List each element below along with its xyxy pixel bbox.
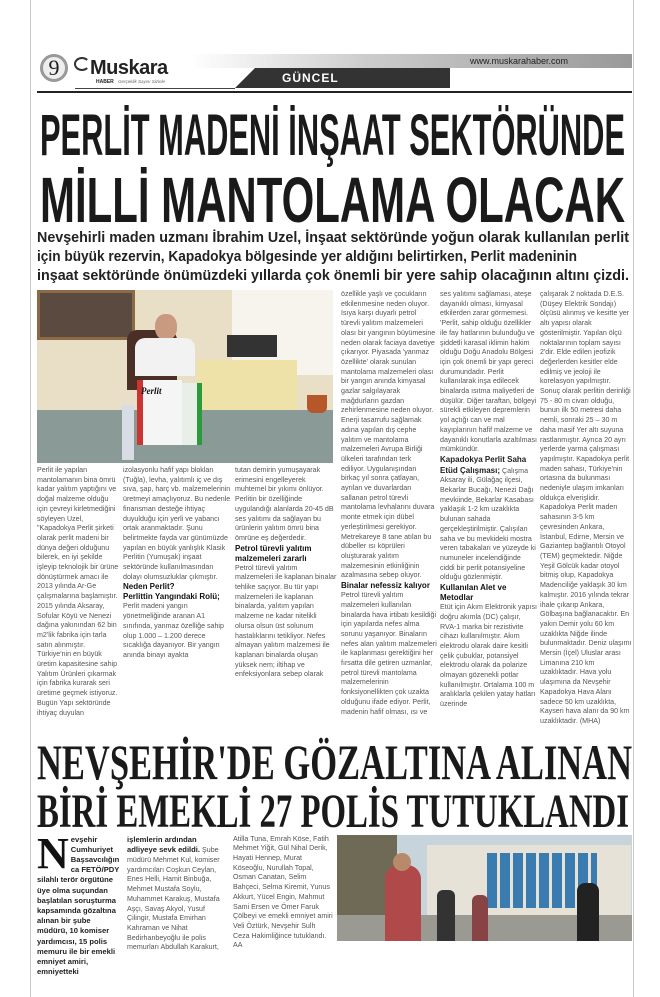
article2-column-1 <box>37 828 122 978</box>
subheading-neden-perlit: Neden Perlit? <box>123 582 175 592</box>
lead-paragraph: evşehir Cumhuriyet Başsavcılığınca FETÖ/PDY silahlı terör örgütüne üye olma suçundan başlatılan soruşturma kapsamında gözaltına alınan bir şube müdürü, 10 komiser yardımcısı, 15 polis memuru ile bir emekli emniyet amiri, emniyetteki <box>37 834 120 977</box>
article1-column-6 <box>540 290 632 727</box>
paragraph-text: Çalışma Aksaray ili, Gülağaç ilçesi, Bekarlar Bucağı, Nenezi Dağı mevkiinde, Bekarlar Kasabası yaklaşık 1-2 km uzaklıkta bulunan sahada gerçekleştirilmiştir. Çalışılan saha ve bu mevkideki mostra veren tabakaları ve yüzeyde ki numuneler incelendiğinde ciddi bir perlit potansiyeline olduğu gözlenmiştir. <box>440 466 536 582</box>
article1-column-2 <box>123 466 231 661</box>
headline-line-1: NEVŞEHİR'DE GÖZALTINA ALINAN <box>37 733 632 790</box>
courthouse-photo <box>337 835 632 941</box>
article2-headline <box>37 733 632 833</box>
subtitle-line-2: için büyük rezervin, Kapadokya bölgesinde yer aldığını belirtirken, Perlit madeninin <box>37 248 577 265</box>
paragraph-text: Şube müdürü Mehmet Kul, komiser yardımcıları Coşkun Ceylan, Enes Helli, Hamit Binbuğa, Mehmet Mustafa Soylu, Muhammet Karakuş, Mustafa Aşçı, Savaş Akyol, Yusuf Çilingir, Mustafa Emirhan Kahraman ve Nihat Bedirhanbeyoğlu ile polis memurları Abdullah Karakurt, <box>127 846 220 952</box>
headline-line-2: BİRİ EMEKLİ 27 POLİS TUTUKLANDI <box>37 784 629 833</box>
paragraph: çalışarak 2 noktada D.E.S. (Düşey Elektrik Sondajı) ölçüsü alınmış ve kesitte yer altı yapısı olarak gösterilmiştir. Yapılan ölçü noktalarının toplam sayısı 2'dir. Elde edilen jeofizik değerlerden kesitler elde edilmiş ve jeoloji ile korelasyon yapılmıştır. Sonuç olarak perlitin derinliği 75 - 80 m civarı olduğu, bunun ilk 50 metresi daha nemli, sonraki 25 – 30 m daha masif Yer altı suyuna rastlanmıştır. Ayrıca 20 ayrı yerlerde yarma çalışması yapılmıştır. Kapadokya perlit maden sahası, Türkiye'nin ortasına da bulunması nedeniyle ulaşım imkanları oldukça elverişlidir. Kapadokya Perlit maden sahasının 3-5 km çevresinden Ankara, İstanbul, Edirne, Mersin ve Gaziantep bağlantılı Otoyol (TEM) geçmektedir. Niğde Yeşil Gölcük kadar otoyol bitmiş olup, Kapadokya Madenciliğe yaklaşık 30 km kalmıştır. 2016 yılında tekrar ihale çıkarıp Ankara, Gölbaşına bağlanacaktır. En yakın Demir yolu 60 km uzaklıkta Niğde ilinde bulunmaktadır. Deniz ulaşımı Mersin (İçel) Uluslar arası Limanına 210 km uzaklıktadır. Hava yolu ulaşımına da Nevşehir Kapadokya Hava Alanı sadece 50 km uzaklıkta, Kayseri hava alanı da 90 km uzaklıktadır. (MHA) <box>540 290 632 725</box>
newspaper-logo <box>74 53 184 87</box>
office-photo <box>37 290 333 463</box>
article1-body <box>37 290 632 727</box>
article1-column-5 <box>440 290 537 710</box>
article1-column-4 <box>341 290 437 717</box>
subtitle-line-3: inşaat sektöründe önümüzdeki yıllarda çok önemli bir yere sahip olacağının altını çizdi. <box>37 267 629 284</box>
paragraph: Etüt için Akım Elektronik yapısı doğru akımla (DC) çalışır, RVA-1 marka bir rezistivite cihazı kullanılmıştır. Akım elektrodu olarak daire kesitli çelik çubuklar, potansiyel elektrodu olarak da polarize olmayan gözenekli potlar kullanılmıştır. Ortalama 100 m aralıklarla çekilen yatay hatları üzerinde <box>440 603 537 709</box>
article1-column-3 <box>235 466 337 680</box>
article2-column-3 <box>233 835 333 951</box>
article1-column-1 <box>37 466 119 718</box>
subheading-saha-etud: Kapadokya Perlit Saha Etüd Çalışması; <box>440 454 527 475</box>
subheading-petrol-turevli: Petrol türevli yalıtım malzemeleri zararlı <box>235 543 312 563</box>
lead-continuation: işlemlerin ardından adliyeye sevk edildi. <box>127 834 201 855</box>
section-title: GÜNCEL <box>282 71 339 85</box>
subtitle-line-1: Nevşehirli maden uzmanı İbrahim Uzel, İnşaat sektöründe yoğun olarak kullanılan perlit <box>37 229 629 246</box>
issue-date: 20 Ağustos 2016 Cumartesi <box>458 73 575 84</box>
header-underline <box>75 88 235 89</box>
article1-left-area <box>37 290 337 718</box>
page-header <box>37 0 632 100</box>
paragraph: tutan demirin yumuşayarak erimesini engelleyerek muhtemel bir yıkımı önlüyor. Perlitin bir özelliğinde uygulandığı alanlarda 20-45 dB ses yalıtımı da sağlayan bu ürünlerin yalıtım ömrü bina ömrüne eş değerdedir. <box>235 466 334 542</box>
subheading-yangindaki-rolu: Perlittin Yangındaki Rolü; <box>123 592 220 602</box>
logo-haber: HABER <box>96 79 114 85</box>
article2-column-2 <box>127 835 227 953</box>
drop-cap: N <box>37 828 69 878</box>
website-url[interactable]: www.muskarahaber.com <box>470 56 569 66</box>
paragraph: izolasyonlu hafif yapı blokları (Tuğla), levha, yalıtımlı iç ve dış sıva, şap, harç vb. malzemelerinin üretmeyi amaçlıyoruz. Bu nedenle finansman desteğe ihtiyaç duyulduğu için yerli ve yabancı ortak aranmaktadır. Şunu belirtmekte fayda var günümüzde yapılan en büyük yanlışlık Klasik Perlitin (Yumuşak) inşaat sektöründe kullanılmasından dolayı olumsuzluklar çıkmıştır. <box>123 466 231 581</box>
headline-line-2: MİLLİ MANTOLAMA OLACAK <box>40 164 625 236</box>
headline-line-1: PERLİT MADENİ İNŞAAT SEKTÖRÜNDE <box>40 103 625 168</box>
subheading-binalar-nefessiz: Binalar nefessiz kalıyor <box>341 581 430 591</box>
logo-name: Muskara <box>90 57 168 79</box>
subheading-alet-metodlar: Kullanılan Alet ve Metodlar <box>440 583 507 603</box>
paragraph <box>440 455 537 583</box>
article2-body <box>37 828 632 978</box>
paragraph: Petrol türevli yalıtım malzemeleri ile kaplanan binalar tehlike saçıyor. Bu tür yapı malzemeleri ile kaplanan binalarda, yalıtım yapılan malzeme ne kadar nitelikli olursa olsun üst solunum hastalıklarını tetikliyor. Nefes almayan yalıtım malzemesi ile kaplanan binalarda oluşan yüksek nem; iltihap ve enfeksiyonlara sebep olarak <box>235 563 337 679</box>
paragraph: özellikle yaşlı ve çocukların etkilenmesine neden oluyor. Isıya karşı duyarlı petrol türevli yalıtım malzemeleri olası bir yangının büyümesine neden olarak faciaya davetiye çıkarıyor. Piyasada 'yanmaz özellikte' olarak sunulan mantolama malzemeleri olası bir yangın anında kimyasal gazlar salgılayarak mağdurların gazdan zehirlenmesine neden oluyor. Enerji tasarrufu sağlamak adına yapılan dış cephe yalıtım ve mantolama malzemeleri Avrupa Birliği ülkeleri tarafından terk ediliyor. Uygulanışından birkaç yıl sonra çatlayan, ayrılan ve duvarlardan sallanan petrol türevli mantolama levhalarını duvara monte etmek için dübel yerleştirilmesi gerekiyor. Metrekareye 8 tane atılan bu dübeller ısı köprüleri oluşturarak yalıtım malzemesinin etkinliğinin azalmasına sebep oluyor. <box>341 290 436 580</box>
photo-perlit-label: Perlit <box>141 386 162 396</box>
paragraph: Atilla Tuna, Emrah Köse, Fatih Mehmet Yiğit, Gül Nihal Derik, Hayati Hennep, Murat Köseoğlu, Nurullah Topal, Osman Canatan, Selim Bahçeci, Selma Kiremit, Yunus Akkurt, Yücel Engin, Mahmut Sami Ersen ve Ömer Faruk Çölbeyi ve emekli emniyet amiri Veli Öztürk, Nevşehir Sulh Ceza Hakimliğince tutuklandı. AA <box>233 834 333 950</box>
paragraph: Perlit madeni yangın yönetmeliğinde aranan A1 sınıfında, yanmaz özelliğe sahip olup 1.000 – 1.200 derece sıcaklığa dayanıyor. Bir yangın anında binayı ayakta <box>123 602 224 659</box>
paragraph: Petrol türevli yalıtım malzemeleri kullanılan binalarda hava irtibatı kesildiği için yapılarda nefes alma sorunu yaşanıyor. Binaların nefes alan yalıtım malzemeleri ile kaplanması gerektiğini her fırsatta dile getiren uzmanlar, petrol türevli mantolama malzemelerinin fonksiyonellikten çok uzakta olduğunu ifade ediyor. Perlit, madenin hafif olması, ısı ve <box>341 591 437 716</box>
article1-left-columns <box>37 466 337 718</box>
paragraph: ses yalıtımı sağlaması, ateşe dayanıklı olması, kimyasal etkilerden zarar görmemesi. 'Perlit, sahip olduğu özellikler ile fay hatlarının bulunduğu ve şiddetli karasal iklimin hakim olduğu Doğu Anadolu Bölgesi için çok önemli bir yapı gereci durumundadır. Perlit kullanılarak inşa edilecek binalarda ısıtma maliyetleri de düşülür. Diğer taraftan, bölgeyi sürekli etkileyen depremlerin yol açtığı can ve mal kayıplarının hafif malzeme ve dayanıklı konutlarla azaltılması mümkündür. <box>440 290 537 454</box>
logo-tagline: Gerçeklik Sayısı Sizinle <box>118 79 166 84</box>
page-number: 9 <box>40 54 68 82</box>
section-bar <box>235 68 450 88</box>
satellite-dish-icon <box>74 57 90 71</box>
article1-headline <box>37 100 632 286</box>
paragraph <box>127 835 227 953</box>
header-divider <box>37 91 632 93</box>
paragraph: Perlit ile yapılan mantolamanın bina ömrü kadar yalıtım yaptığını ve doğal malzeme olduğu için çevreyi kirletmediğini söyleyen Uzel, "Kapadokya Perlit şirketi olarak perlit madeni bir dünya değeri olduğunu bilerek, en iyi şekilde işleyip teknolojik bir ürüne dönüştürmek amacı ile 2013 yılında Ar-Ge çalışmalarına başlamıştır. 2015 yılında Aksaray, Sofular Köyü ve Nenezi dağına yakınından 62 bin m2'lik fabrika için tarla satın alınmıştır. Türkiye'nin en büyük üretim kapasitesine sahip Yalıtım Ürünleri çıkarmak için fabrika kurarak seri üretime geçmek istiyoruz. Bugün Yapı sektöründe ihtiyaç duyulan <box>37 466 119 717</box>
